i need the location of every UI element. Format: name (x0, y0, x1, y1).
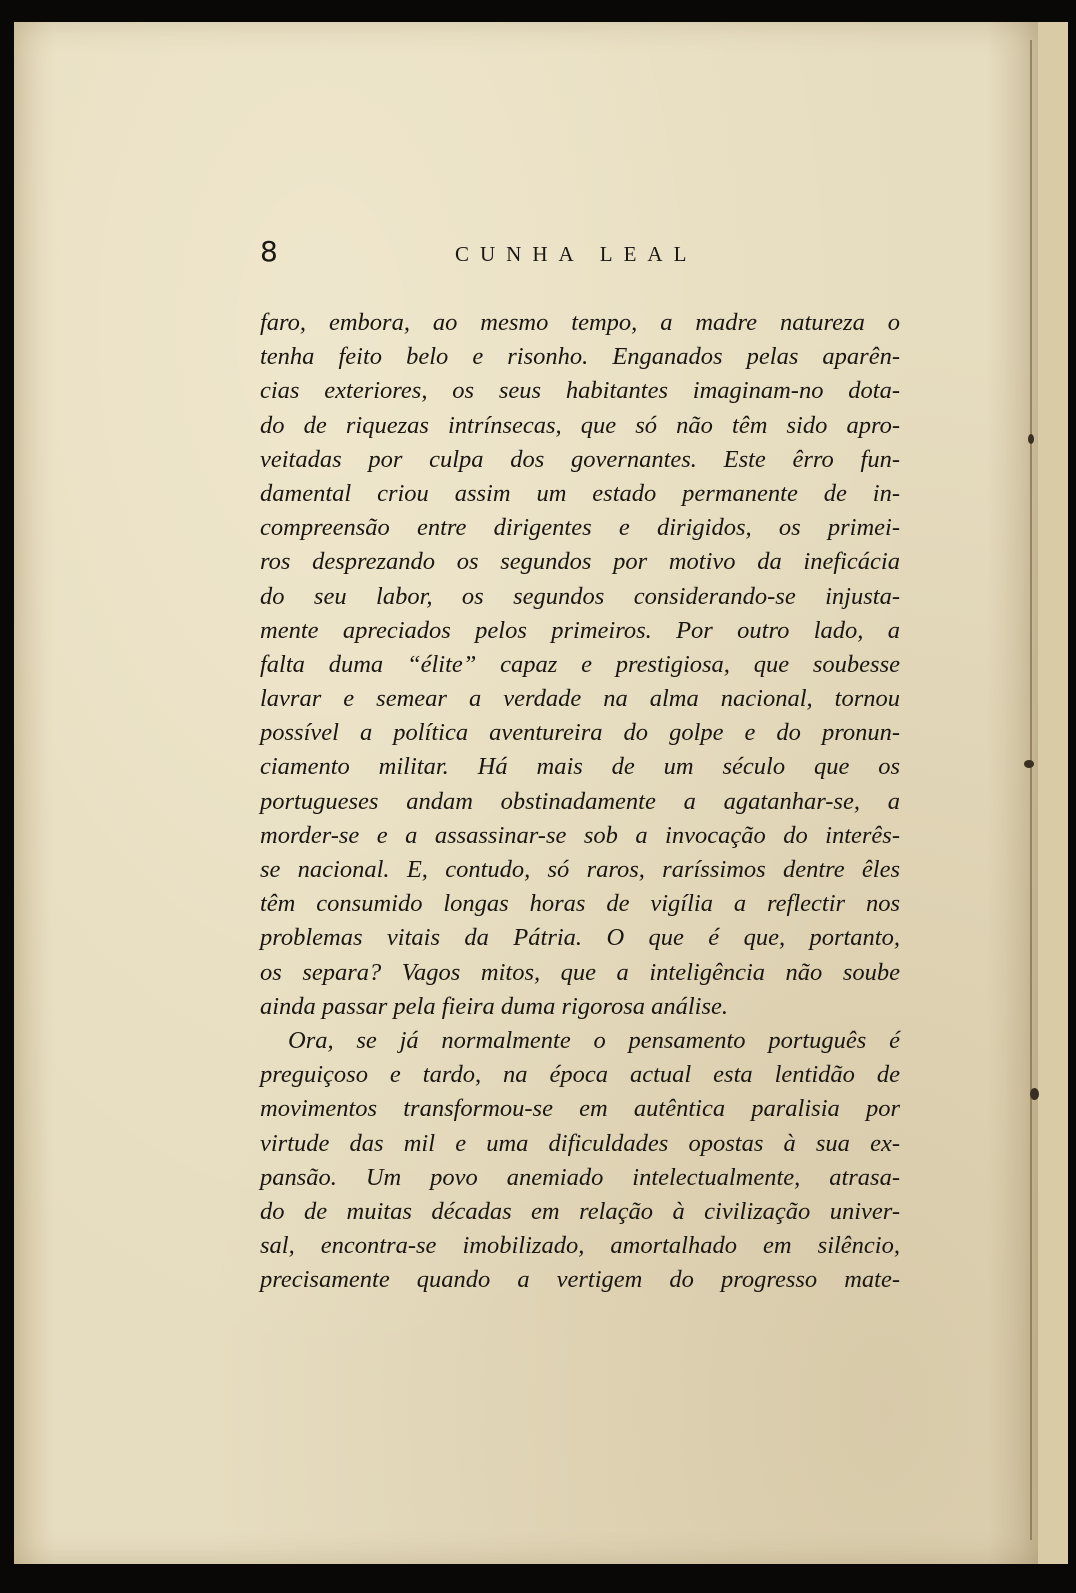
next-page-edge (1036, 22, 1068, 1564)
paragraph (260, 306, 900, 1024)
text-line: do seu labor, os segundos considerando-se injusta- (260, 582, 900, 610)
text-line: faro, embora, ao mesmo tempo, a madre natureza o (260, 309, 900, 336)
text-line: preguiçoso e tardo, na época actual esta lentidão de (260, 1061, 900, 1089)
text-line: do de muitas décadas em relação à civilização univer- (260, 1197, 900, 1225)
text-line: tenha feito belo e risonho. Enganados pelas aparên- (260, 343, 900, 371)
ink-speck (1024, 760, 1034, 768)
text-line: se nacional. E, contudo, só raros, raríssimos dentre êles (260, 856, 900, 883)
text-line: compreensão entre dirigentes e dirigidos, os primei- (260, 514, 900, 542)
text-line: ros desprezando os segundos por motivo da ineficácia (260, 548, 900, 576)
paragraph (260, 1024, 900, 1298)
body-text (260, 306, 900, 1297)
text-line: do de riquezas intrínsecas, que só não têm sido apro- (260, 411, 900, 439)
text-line: pansão. Um povo anemiado intelectualmente, atrasa- (260, 1163, 900, 1191)
text-line: virtude das mil e uma dificuldades opostas à sua ex- (260, 1129, 900, 1157)
text-line: ciamento militar. Há mais de um século que os (260, 753, 900, 781)
text-line: sal, encontra-se imobilizado, amortalhado em silêncio, (260, 1232, 900, 1260)
text-line: falta duma “élite” capaz e prestigiosa, que soubesse (260, 650, 900, 678)
text-line: Ora, se já normalmente o pensamento português é (288, 1026, 900, 1054)
text-line: movimentos transformou-se em autêntica paralisia por (260, 1095, 900, 1123)
text-line: mente apreciados pelos primeiros. Por outro lado, a (260, 616, 900, 644)
text-line: precisamente quando a vertigem do progresso mate- (260, 1266, 900, 1294)
text-line: portugueses andam obstinadamente a agatanhar-se, a (260, 787, 900, 815)
text-line: problemas vitais da Pátria. O que é que, portanto, (260, 924, 900, 952)
text-line: damental criou assim um estado permanente de in- (260, 479, 900, 507)
text-line: veitadas por culpa dos governantes. Este êrro fun- (260, 445, 900, 473)
page-header (260, 236, 900, 276)
page-fold-line (1030, 40, 1032, 1540)
text-line: lavrar e semear a verdade na alma nacional, tornou (260, 685, 900, 713)
text-line: têm consumido longas horas de vigília a reflectir nos (260, 890, 900, 918)
running-head: CUNHA LEAL (455, 242, 698, 266)
text-line: ainda passar pela fieira duma rigorosa análise. (260, 992, 729, 1020)
text-line: morder-se e a assassinar-se sob a invocação do interês- (260, 821, 900, 849)
text-line: os separa? Vagos mitos, que a inteligência não soube (260, 958, 900, 986)
ink-speck (1028, 434, 1034, 444)
text-line: possível a política aventureira do golpe e do pronun- (260, 719, 900, 747)
ink-speck (1030, 1088, 1039, 1100)
text-line: cias exteriores, os seus habitantes imaginam-no dota- (260, 377, 900, 405)
page-number: 8 (260, 235, 278, 268)
